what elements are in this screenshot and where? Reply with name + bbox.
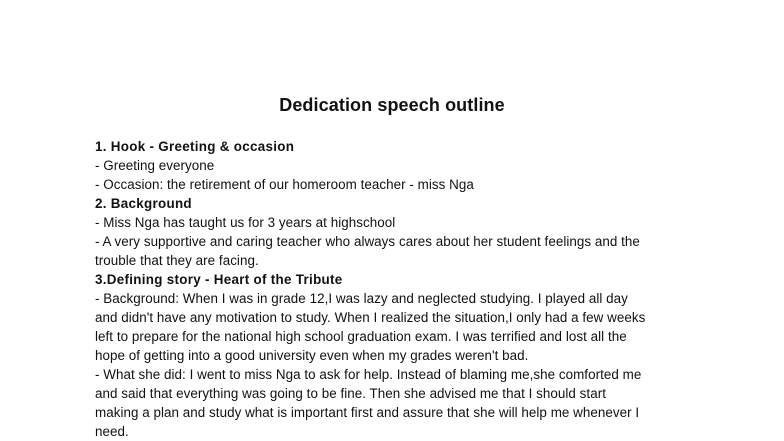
document-body <box>95 137 695 441</box>
text-line: - Miss Nga has taught us for 3 years at highschool <box>95 215 396 230</box>
text-line: - Greeting everyone <box>95 158 215 173</box>
text-line: trouble that they are facing. <box>95 253 259 268</box>
text-line: - What she did: I went to miss Nga to ask for help. Instead of blaming me,she comforted me <box>95 367 642 382</box>
section-heading-defining-story: 3.Defining story - Heart of the Tribute <box>95 272 343 287</box>
text-line: and said that everything was going to be fine. Then she advised me that I should start <box>95 386 606 401</box>
text-line: hope of getting into a good university even when my grades weren't bad. <box>95 348 529 363</box>
text-line: left to prepare for the national high school graduation exam. I was terrified and lost all the <box>95 329 627 344</box>
section-heading-background: 2. Background <box>95 196 192 211</box>
text-line: and didn't have any motivation to study. When I realized the situation,I only had a few weeks <box>95 310 646 325</box>
text-line: - Background: When I was in grade 12,I was lazy and neglected studying. I played all day <box>95 291 628 306</box>
text-line: - Occasion: the retirement of our homeroom teacher - miss Nga <box>95 177 474 192</box>
document-title: Dedication speech outline <box>279 95 505 115</box>
section-heading-hook: 1. Hook - Greeting & occasion <box>95 139 295 154</box>
text-line: need. <box>95 424 129 439</box>
text-line: making a plan and study what is important first and assure that she will help me whenever I <box>95 405 640 420</box>
text-line: - A very supportive and caring teacher who always cares about her student feelings and the <box>95 234 640 249</box>
